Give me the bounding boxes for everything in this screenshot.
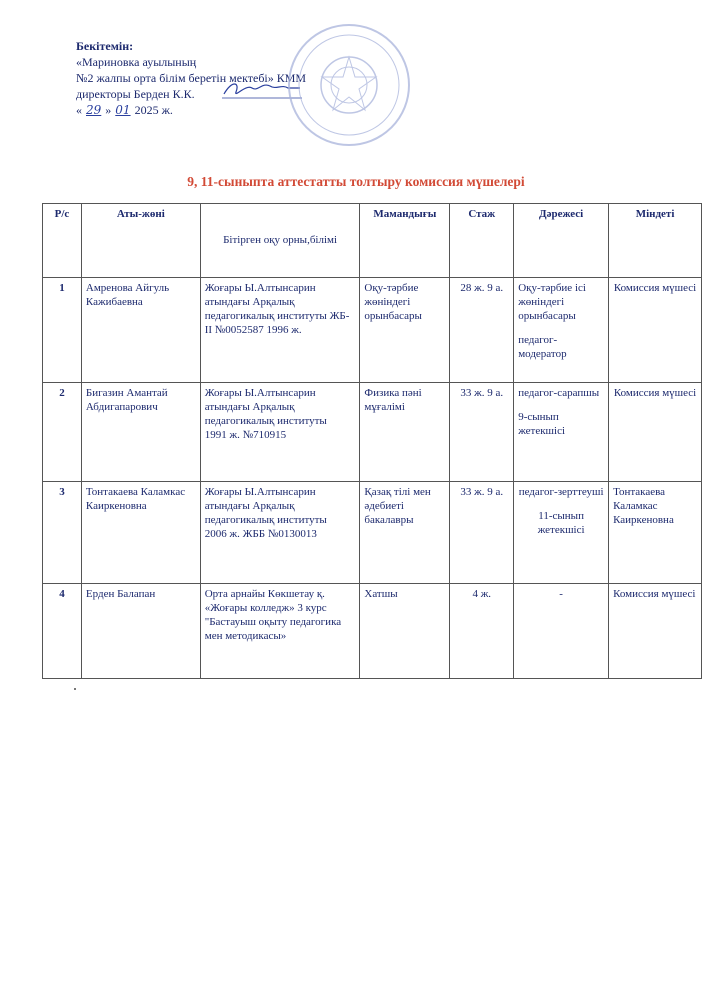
- row-grade-1: педагог-зерттеуші: [518, 486, 604, 498]
- row-spec: Оқу-тәрбие жөніндегі орынбасары: [360, 278, 450, 383]
- row-grade-cell: [514, 482, 609, 584]
- row-exp: 28 ж. 9 а.: [450, 278, 514, 383]
- row-name: Бигазин Амантай Абдигапарович: [81, 383, 200, 482]
- row-exp: 4 ж.: [450, 584, 514, 679]
- row-edu-2: 2006 ж. ЖББ №0130013: [204, 528, 317, 540]
- date-mid: »: [105, 103, 112, 117]
- official-seal: [286, 22, 412, 148]
- commission-table: [42, 203, 702, 679]
- date-open: «: [76, 103, 82, 117]
- row-edu-2: 1991 ж. №710915: [204, 429, 287, 441]
- row-grade-cell: [514, 278, 609, 383]
- header-edu: Бітірген оқу орны,білімі: [223, 234, 338, 246]
- header-num: Р/с: [43, 204, 82, 278]
- row-num: 2: [43, 383, 82, 482]
- row-spec: Хатшы: [360, 584, 450, 679]
- row-edu: Орта арнайы Көкшетау қ. «Жоғары колледж» 3 курс "Бастауыш оқыту педагогика мен методикасы»: [200, 584, 360, 679]
- header-name: Аты-жөні: [81, 204, 200, 278]
- row-name: Тонтакаева Каламкас Каиркеновна: [81, 482, 200, 584]
- date-year: 2025 ж.: [134, 103, 173, 117]
- table-row: [43, 584, 702, 679]
- row-edu: Жоғары Ы.Алтынсарин атындағы Арқалық педагогикалық институты: [204, 486, 327, 526]
- row-role: Тонтакаева Каламкас Каиркеновна: [609, 482, 702, 584]
- document-title: 9, 11-сыныпта аттестатты толтыру комиссия мүшелері: [187, 174, 525, 189]
- approval-line2: №2 жалпы орта білім беретін мектебі» КММ: [76, 71, 307, 85]
- row-grade-2: 9-сынып жетекшісі: [518, 411, 566, 437]
- approval-line3: директоры Берден К.К.: [76, 87, 195, 101]
- row-exp: 33 ж. 9 а.: [450, 482, 514, 584]
- approval-line1: «Мариновка ауылының: [76, 55, 197, 69]
- date-month: 01: [115, 103, 131, 117]
- row-grade: -: [514, 584, 609, 679]
- row-spec: Қазақ тілі мен әдебиеті бакалавры: [360, 482, 450, 584]
- date-day: 29: [86, 103, 102, 117]
- header-role: Міндеті: [609, 204, 702, 278]
- row-spec: Физика пәні мұғалімі: [360, 383, 450, 482]
- row-role: Комиссия мүшесі: [609, 278, 702, 383]
- row-exp: 33 ж. 9 а.: [450, 383, 514, 482]
- table-header-row: [43, 204, 702, 278]
- row-num: 1: [43, 278, 82, 383]
- row-edu: Жоғары Ы.Алтынсарин атындағы Арқалық педагогикалық институты: [204, 387, 327, 427]
- row-grade-2: педагог-модератор: [518, 334, 567, 360]
- row-edu: Жоғары Ы.Алтынсарин атындағы Арқалық педагогикалық институты ЖБ-ІІ №0052587 1996 ж.: [200, 278, 360, 383]
- row-num: 3: [43, 482, 82, 584]
- table-row: [43, 278, 702, 383]
- row-name: Ерден Балапан: [81, 584, 200, 679]
- row-role: Комиссия мүшесі: [609, 383, 702, 482]
- table-row: [43, 383, 702, 482]
- approval-heading: Бекітемін:: [76, 39, 134, 53]
- header-grade: Дәрежесі: [514, 204, 609, 278]
- row-grade-2: 11-сынып жетекшісі: [537, 510, 585, 536]
- row-grade-1: Оқу-тәрбие ісі жөніндегі орынбасары: [518, 282, 586, 322]
- row-edu-cell: [200, 482, 360, 584]
- row-grade-cell: [514, 383, 609, 482]
- row-num: 4: [43, 584, 82, 679]
- approval-date: [76, 102, 306, 118]
- scan-speck: [74, 688, 76, 690]
- header-spec: Мамандығы: [360, 204, 450, 278]
- header-edu-cell: [200, 204, 360, 278]
- row-role: Комиссия мүшесі: [609, 584, 702, 679]
- row-name: Амренова Айгуль Кажибаевна: [81, 278, 200, 383]
- table-row: [43, 482, 702, 584]
- row-grade-1: педагог-сарапшы: [518, 387, 600, 399]
- header-exp: Стаж: [450, 204, 514, 278]
- row-edu-cell: [200, 383, 360, 482]
